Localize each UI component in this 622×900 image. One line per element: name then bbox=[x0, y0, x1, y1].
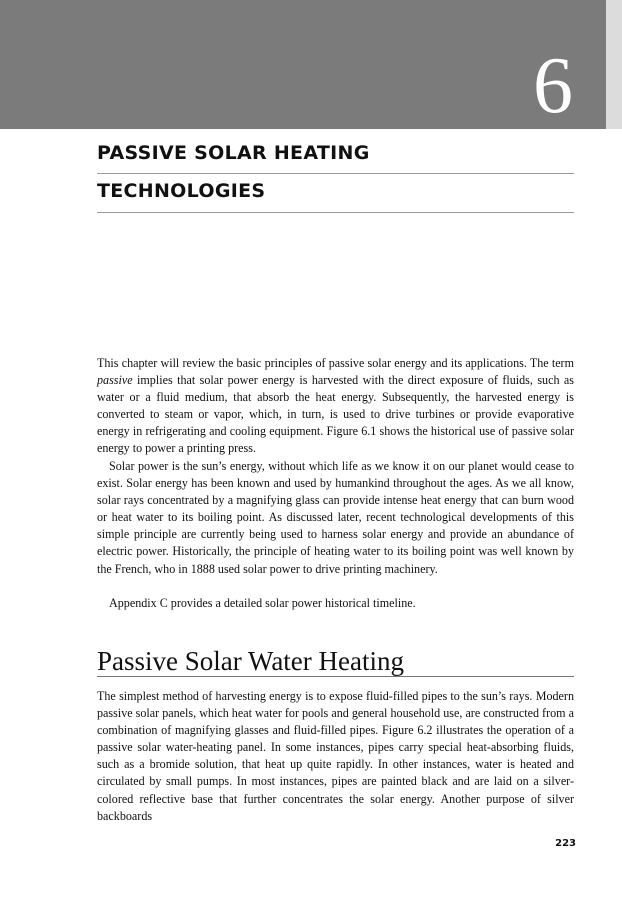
chapter-title-line-2: TECHNOLOGIES bbox=[97, 180, 266, 202]
title-divider-1 bbox=[97, 173, 574, 174]
chapter-thumb-tab bbox=[606, 0, 622, 129]
passive-term: passive bbox=[97, 373, 133, 388]
intro-paragraph-1 bbox=[97, 355, 574, 458]
intro-paragraph-3 bbox=[97, 595, 574, 612]
page-number: 223 bbox=[555, 838, 576, 849]
intro-paragraph-2-text: Solar power is the sun’s energy, without which life as we know it on our planet would cease to exist. Solar energy has been known and used by humankind throughout the ages. As we all know, solar rays concentrated by a magnifying glass can provide intense heat energy that can burn wood or heat water to its boiling point. As discussed later, recent technological developments of this simple principle are currently being used to harness solar energy and provide an abundance of electric power. Historically, the principle of heating water to its boiling point was well known by the French, who in 1888 used solar power to drive printing machinery. bbox=[97, 459, 574, 576]
section-heading: Passive Solar Water Heating bbox=[97, 646, 405, 676]
intro-paragraph-1-rest: implies that solar power energy is harvested with the direct exposure of fluids, such as water or a fluid medium, that absorb the heat energy. Subsequently, the harvested energy is converted to steam or vapor, which, in turn, is used to drive turbines or provide evaporative energy in refrigerating and cooling equipment. Figure 6.1 shows the historical use of passive solar energy to power a printing press. bbox=[97, 373, 574, 456]
intro-paragraph-2 bbox=[97, 458, 574, 578]
intro-paragraph-3-text: Appendix C provides a detailed solar power historical timeline. bbox=[109, 596, 416, 610]
chapter-title-line-1: PASSIVE SOLAR HEATING bbox=[97, 142, 370, 164]
chapter-number: 6 bbox=[533, 42, 573, 130]
section-paragraph-1: The simplest method of harvesting energy is to expose fluid-filled pipes to the sun’s rays. Modern passive solar panels, which heat water for pools and general household use, are constructed from a combination of magnifying glasses and fluid-filled pipes. Figure 6.2 illustrates the operation of a passive solar water-heating panel. In some instances, pipes carry special heat-absorbing fluids, such as a bromide solution, that heat up quite rapidly. In other instances, water is heated and circulated by small pumps. In most instances, pipes are painted black and are laid on a silver-colored reflective base that further concentrates the solar energy. Another purpose of silver backboards bbox=[97, 689, 574, 823]
title-divider-2 bbox=[97, 212, 574, 213]
intro-paragraph-1-start: This chapter will review the basic principles of passive solar energy and its applications. The term bbox=[97, 356, 574, 370]
section-heading-underline bbox=[97, 676, 574, 677]
